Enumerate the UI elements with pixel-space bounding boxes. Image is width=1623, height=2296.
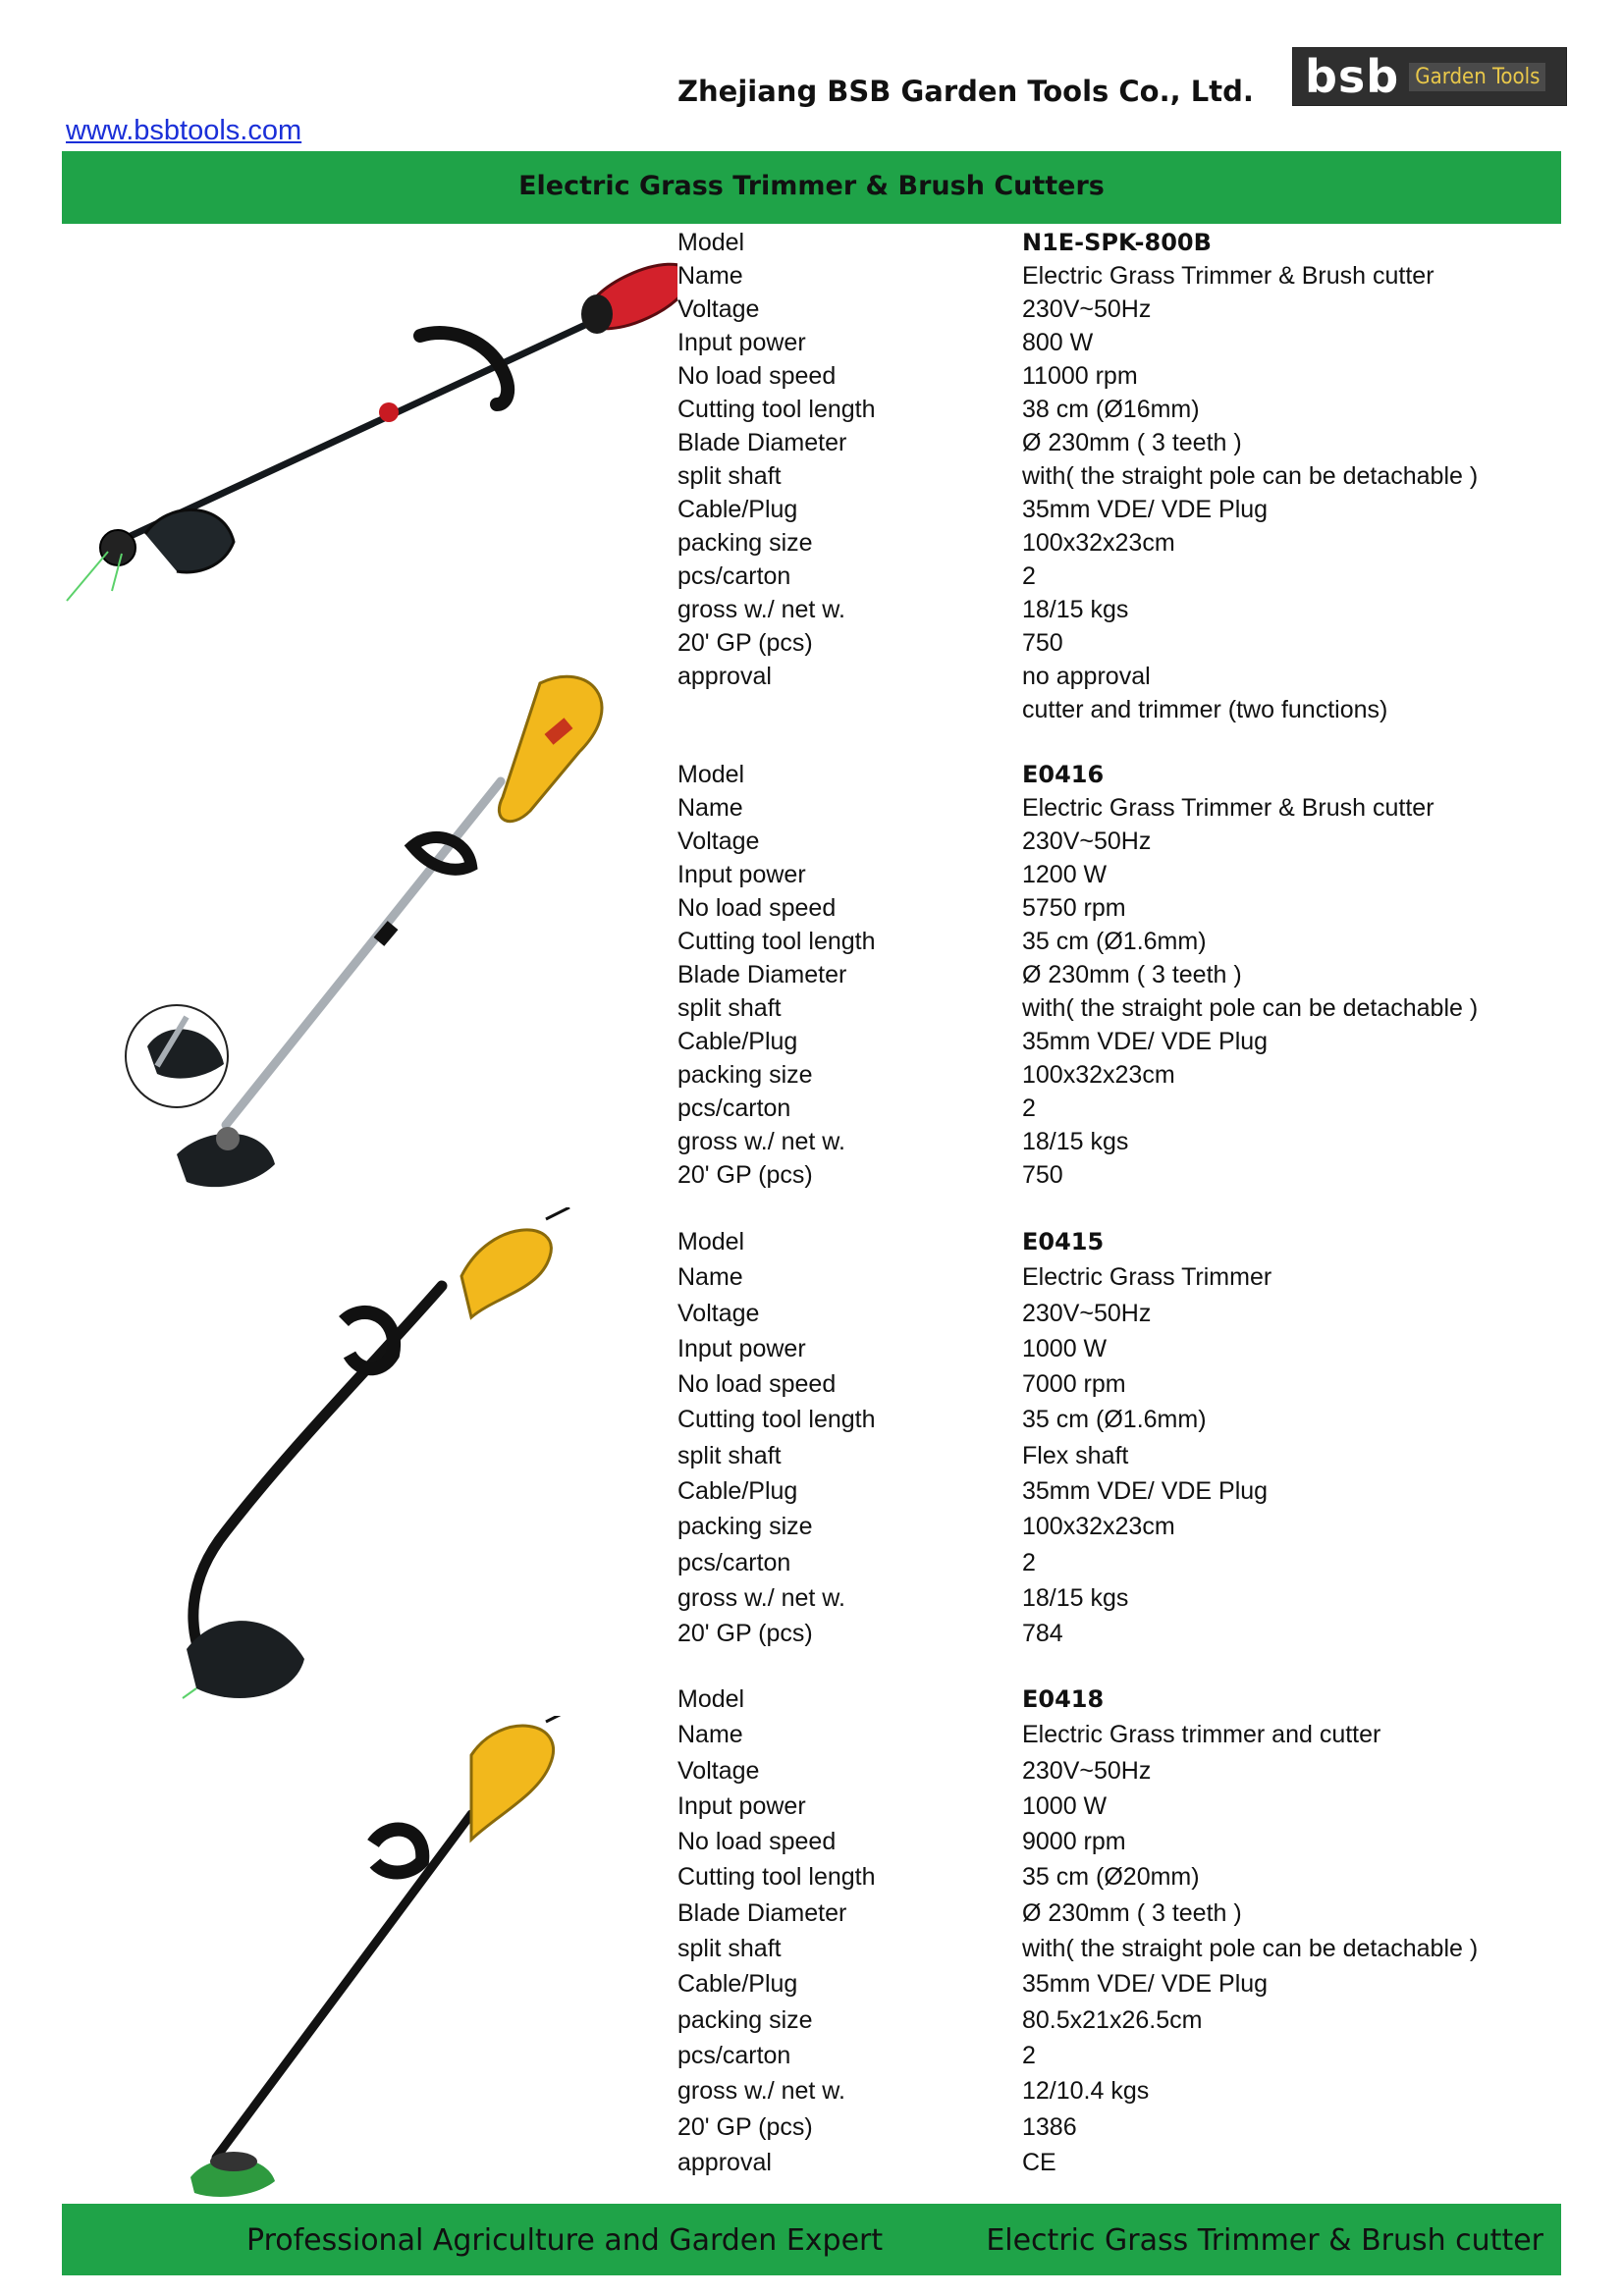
spec-label: Name	[677, 1721, 743, 1749]
spec-value: 35mm VDE/ VDE Plug	[1022, 1028, 1269, 1055]
spec-value: 35mm VDE/ VDE Plug	[1022, 496, 1269, 523]
product-image-n1e-spk-800b	[59, 257, 677, 620]
spec-row	[677, 1402, 1271, 1437]
spec-value: E0415	[1022, 1228, 1105, 1255]
spec-row	[677, 459, 1478, 493]
spec-row	[677, 660, 1478, 693]
spec-row	[677, 560, 1478, 593]
spec-label: Name	[677, 1263, 743, 1292]
spec-label: split shaft	[677, 994, 782, 1022]
website-link[interactable]: www.bsbtools.com	[66, 115, 302, 146]
spec-row	[677, 326, 1478, 359]
spec-row	[677, 593, 1478, 626]
spec-row	[677, 925, 1478, 958]
product-image-e0415	[177, 1207, 589, 1728]
spec-value: 230V~50Hz	[1022, 828, 1152, 855]
spec-value: 35mm VDE/ VDE Plug	[1022, 1970, 1269, 1999]
spec-label: No load speed	[677, 362, 837, 390]
title-banner	[62, 151, 1561, 224]
spec-row	[677, 1092, 1478, 1125]
footer-banner	[62, 2204, 1561, 2275]
spec-value: 11000 rpm	[1022, 362, 1138, 390]
spec-label: Blade Diameter	[677, 961, 847, 988]
spec-label: 20' GP (pcs)	[677, 2112, 813, 2141]
spec-row	[677, 1580, 1271, 1616]
spec-label: Cable/Plug	[677, 1970, 798, 1999]
spec-row	[677, 2038, 1478, 2073]
spec-value: with( the straight pole can be detachable )	[1022, 994, 1479, 1022]
spec-row	[677, 1125, 1478, 1158]
spec-row	[677, 1331, 1271, 1366]
spec-row	[677, 359, 1478, 393]
spec-value: 35 cm (Ø20mm)	[1022, 1863, 1200, 1892]
spec-label: Cable/Plug	[677, 1028, 798, 1055]
spec-value: 35mm VDE/ VDE Plug	[1022, 1477, 1269, 1506]
spec-label: Cutting tool length	[677, 1406, 876, 1434]
spec-row	[677, 393, 1478, 426]
spec-value: 1000 W	[1022, 1334, 1108, 1362]
spec-row	[677, 426, 1478, 459]
spec-row	[677, 1438, 1271, 1473]
spec-row	[677, 693, 1478, 726]
spec-value: 38 cm (Ø16mm)	[1022, 396, 1200, 423]
spec-value: Electric Grass trimmer and cutter	[1022, 1721, 1381, 1749]
spec-row	[677, 1296, 1271, 1331]
spec-label: Blade Diameter	[677, 429, 847, 456]
spec-label: pcs/carton	[677, 2041, 791, 2069]
spec-value: 18/15 kgs	[1022, 596, 1129, 623]
spec-label: 20' GP (pcs)	[677, 1620, 813, 1648]
spec-row	[677, 891, 1478, 925]
spec-value: 784	[1022, 1620, 1063, 1648]
spec-value: 18/15 kgs	[1022, 1583, 1129, 1612]
spec-value: N1E-SPK-800B	[1022, 229, 1212, 256]
spec-row	[677, 825, 1478, 858]
spec-value: with( the straight pole can be detachable )	[1022, 1935, 1479, 1963]
spec-value: 2	[1022, 1548, 1036, 1576]
spec-label: Blade Diameter	[677, 1898, 847, 1927]
spec-label: packing size	[677, 529, 813, 557]
spec-row	[677, 2145, 1478, 2180]
spec-value: Electric Grass Trimmer	[1022, 1263, 1272, 1292]
spec-value: Ø 230mm ( 3 teeth )	[1022, 961, 1242, 988]
spec-label: gross w./ net w.	[677, 1128, 845, 1155]
spec-value: 7000 rpm	[1022, 1370, 1126, 1399]
spec-value: 100x32x23cm	[1022, 529, 1175, 557]
spec-value: 18/15 kgs	[1022, 1128, 1129, 1155]
spec-value: no approval	[1022, 663, 1151, 690]
spec-row	[677, 259, 1478, 293]
spec-value: 80.5x21x26.5cm	[1022, 2005, 1203, 2034]
spec-value: 35 cm (Ø1.6mm)	[1022, 928, 1207, 955]
spec-row	[677, 2109, 1478, 2145]
banner-title: Electric Grass Trimmer & Brush Cutters	[518, 171, 1105, 201]
spec-label: Cutting tool length	[677, 1863, 876, 1892]
spec-value: Flex shaft	[1022, 1441, 1129, 1469]
spec-value: 230V~50Hz	[1022, 1756, 1152, 1785]
spec-label: Voltage	[677, 295, 760, 323]
spec-block-e0415	[677, 1224, 1271, 1652]
spec-row	[677, 293, 1478, 326]
spec-value: 230V~50Hz	[1022, 1299, 1152, 1327]
spec-row	[677, 1896, 1478, 1931]
spec-label: packing size	[677, 1061, 813, 1089]
spec-row	[677, 493, 1478, 526]
spec-row	[677, 1025, 1478, 1058]
spec-row	[677, 1545, 1271, 1580]
spec-value: 800 W	[1022, 329, 1094, 356]
spec-value: with( the straight pole can be detachable )	[1022, 462, 1479, 490]
spec-value: Electric Grass Trimmer & Brush cutter	[1022, 794, 1434, 822]
spec-value: 2	[1022, 562, 1036, 590]
spec-label: Model	[677, 761, 745, 788]
spec-value: 35 cm (Ø1.6mm)	[1022, 1406, 1207, 1434]
spec-row	[677, 1158, 1478, 1192]
footer-tagline: Professional Agriculture and Garden Expert	[246, 2223, 884, 2258]
spec-label: Input power	[677, 861, 806, 888]
spec-row	[677, 1931, 1478, 1966]
spec-label: split shaft	[677, 1935, 782, 1963]
spec-value: 230V~50Hz	[1022, 295, 1152, 323]
spec-row	[677, 1509, 1271, 1544]
spec-value: E0416	[1022, 761, 1105, 788]
spec-label: 20' GP (pcs)	[677, 1161, 813, 1189]
spec-label: No load speed	[677, 1370, 837, 1399]
spec-label: Voltage	[677, 1756, 760, 1785]
spec-label: Model	[677, 1685, 745, 1713]
spec-value: Ø 230mm ( 3 teeth )	[1022, 1898, 1242, 1927]
spec-value: CE	[1022, 2148, 1056, 2176]
spec-label: gross w./ net w.	[677, 596, 845, 623]
spec-row	[677, 2073, 1478, 2109]
spec-value: cutter and trimmer (two functions)	[1022, 696, 1388, 723]
spec-row	[677, 1058, 1478, 1092]
spec-label: 20' GP (pcs)	[677, 629, 813, 657]
spec-value: 5750 rpm	[1022, 894, 1126, 922]
spec-row	[677, 1966, 1478, 2002]
spec-label: Cutting tool length	[677, 928, 876, 955]
spec-label: Model	[677, 229, 745, 256]
spec-label: Cable/Plug	[677, 496, 798, 523]
company-name: Zhejiang BSB Garden Tools Co., Ltd.	[677, 75, 1254, 108]
spec-label: packing size	[677, 1513, 813, 1541]
spec-row	[677, 1224, 1271, 1259]
spec-label: packing size	[677, 2005, 813, 2034]
spec-value: 100x32x23cm	[1022, 1513, 1175, 1541]
spec-row	[677, 1473, 1271, 1509]
spec-label: approval	[677, 2148, 772, 2176]
spec-value: 750	[1022, 629, 1063, 657]
spec-label: gross w./ net w.	[677, 2077, 845, 2106]
spec-row	[677, 1753, 1478, 1789]
spec-row	[677, 1366, 1271, 1402]
spec-row	[677, 991, 1478, 1025]
spec-value: Ø 230mm ( 3 teeth )	[1022, 429, 1242, 456]
spec-row	[677, 858, 1478, 891]
product-image-e0418	[177, 1716, 589, 2207]
spec-label: Voltage	[677, 1299, 760, 1327]
spec-label: Cutting tool length	[677, 396, 876, 423]
spec-row	[677, 626, 1478, 660]
spec-label: approval	[677, 663, 772, 690]
logo-mark: bsb	[1305, 50, 1400, 103]
company-logo	[1292, 47, 1567, 106]
spec-row	[677, 1859, 1478, 1895]
spec-value: Electric Grass Trimmer & Brush cutter	[1022, 262, 1434, 290]
spec-label: split shaft	[677, 1441, 782, 1469]
spec-value: 1000 W	[1022, 1791, 1108, 1820]
spec-row	[677, 1259, 1271, 1295]
spec-value: 100x32x23cm	[1022, 1061, 1175, 1089]
spec-row	[677, 958, 1478, 991]
spec-row	[677, 2002, 1478, 2038]
spec-row	[677, 1789, 1478, 1824]
spec-label: Name	[677, 262, 743, 290]
spec-label: pcs/carton	[677, 1548, 791, 1576]
spec-row	[677, 526, 1478, 560]
spec-row	[677, 1682, 1478, 1717]
spec-label: Input power	[677, 1334, 806, 1362]
spec-value: 1386	[1022, 2112, 1077, 2141]
spec-block-e0416	[677, 758, 1478, 1192]
spec-row	[677, 758, 1478, 791]
spec-value: 9000 rpm	[1022, 1828, 1126, 1856]
product-image-e0416	[118, 664, 628, 1213]
spec-value: 2	[1022, 2041, 1036, 2069]
spec-row	[677, 791, 1478, 825]
spec-row	[677, 1616, 1271, 1651]
spec-label: pcs/carton	[677, 1095, 791, 1122]
spec-value: 750	[1022, 1161, 1063, 1189]
spec-block-e0418	[677, 1682, 1478, 2180]
spec-label: Input power	[677, 329, 806, 356]
logo-subtitle: Garden Tools	[1409, 63, 1545, 91]
spec-row	[677, 1824, 1478, 1859]
spec-label: Voltage	[677, 828, 760, 855]
spec-row	[677, 226, 1478, 259]
spec-label: pcs/carton	[677, 562, 791, 590]
spec-label: No load speed	[677, 1828, 837, 1856]
spec-value: 12/10.4 kgs	[1022, 2077, 1150, 2106]
spec-value: 1200 W	[1022, 861, 1108, 888]
spec-row	[677, 1717, 1478, 1752]
spec-block-n1e-spk-800b	[677, 226, 1478, 726]
spec-label	[677, 693, 1022, 726]
spec-label: Cable/Plug	[677, 1477, 798, 1506]
spec-label: No load speed	[677, 894, 837, 922]
spec-label: Input power	[677, 1791, 806, 1820]
footer-category: Electric Grass Trimmer & Brush cutter	[986, 2223, 1543, 2258]
spec-label: gross w./ net w.	[677, 1583, 845, 1612]
spec-label: Model	[677, 1228, 745, 1255]
spec-value: 2	[1022, 1095, 1036, 1122]
spec-label: Name	[677, 794, 743, 822]
spec-value: E0418	[1022, 1685, 1105, 1713]
spec-label: split shaft	[677, 462, 782, 490]
